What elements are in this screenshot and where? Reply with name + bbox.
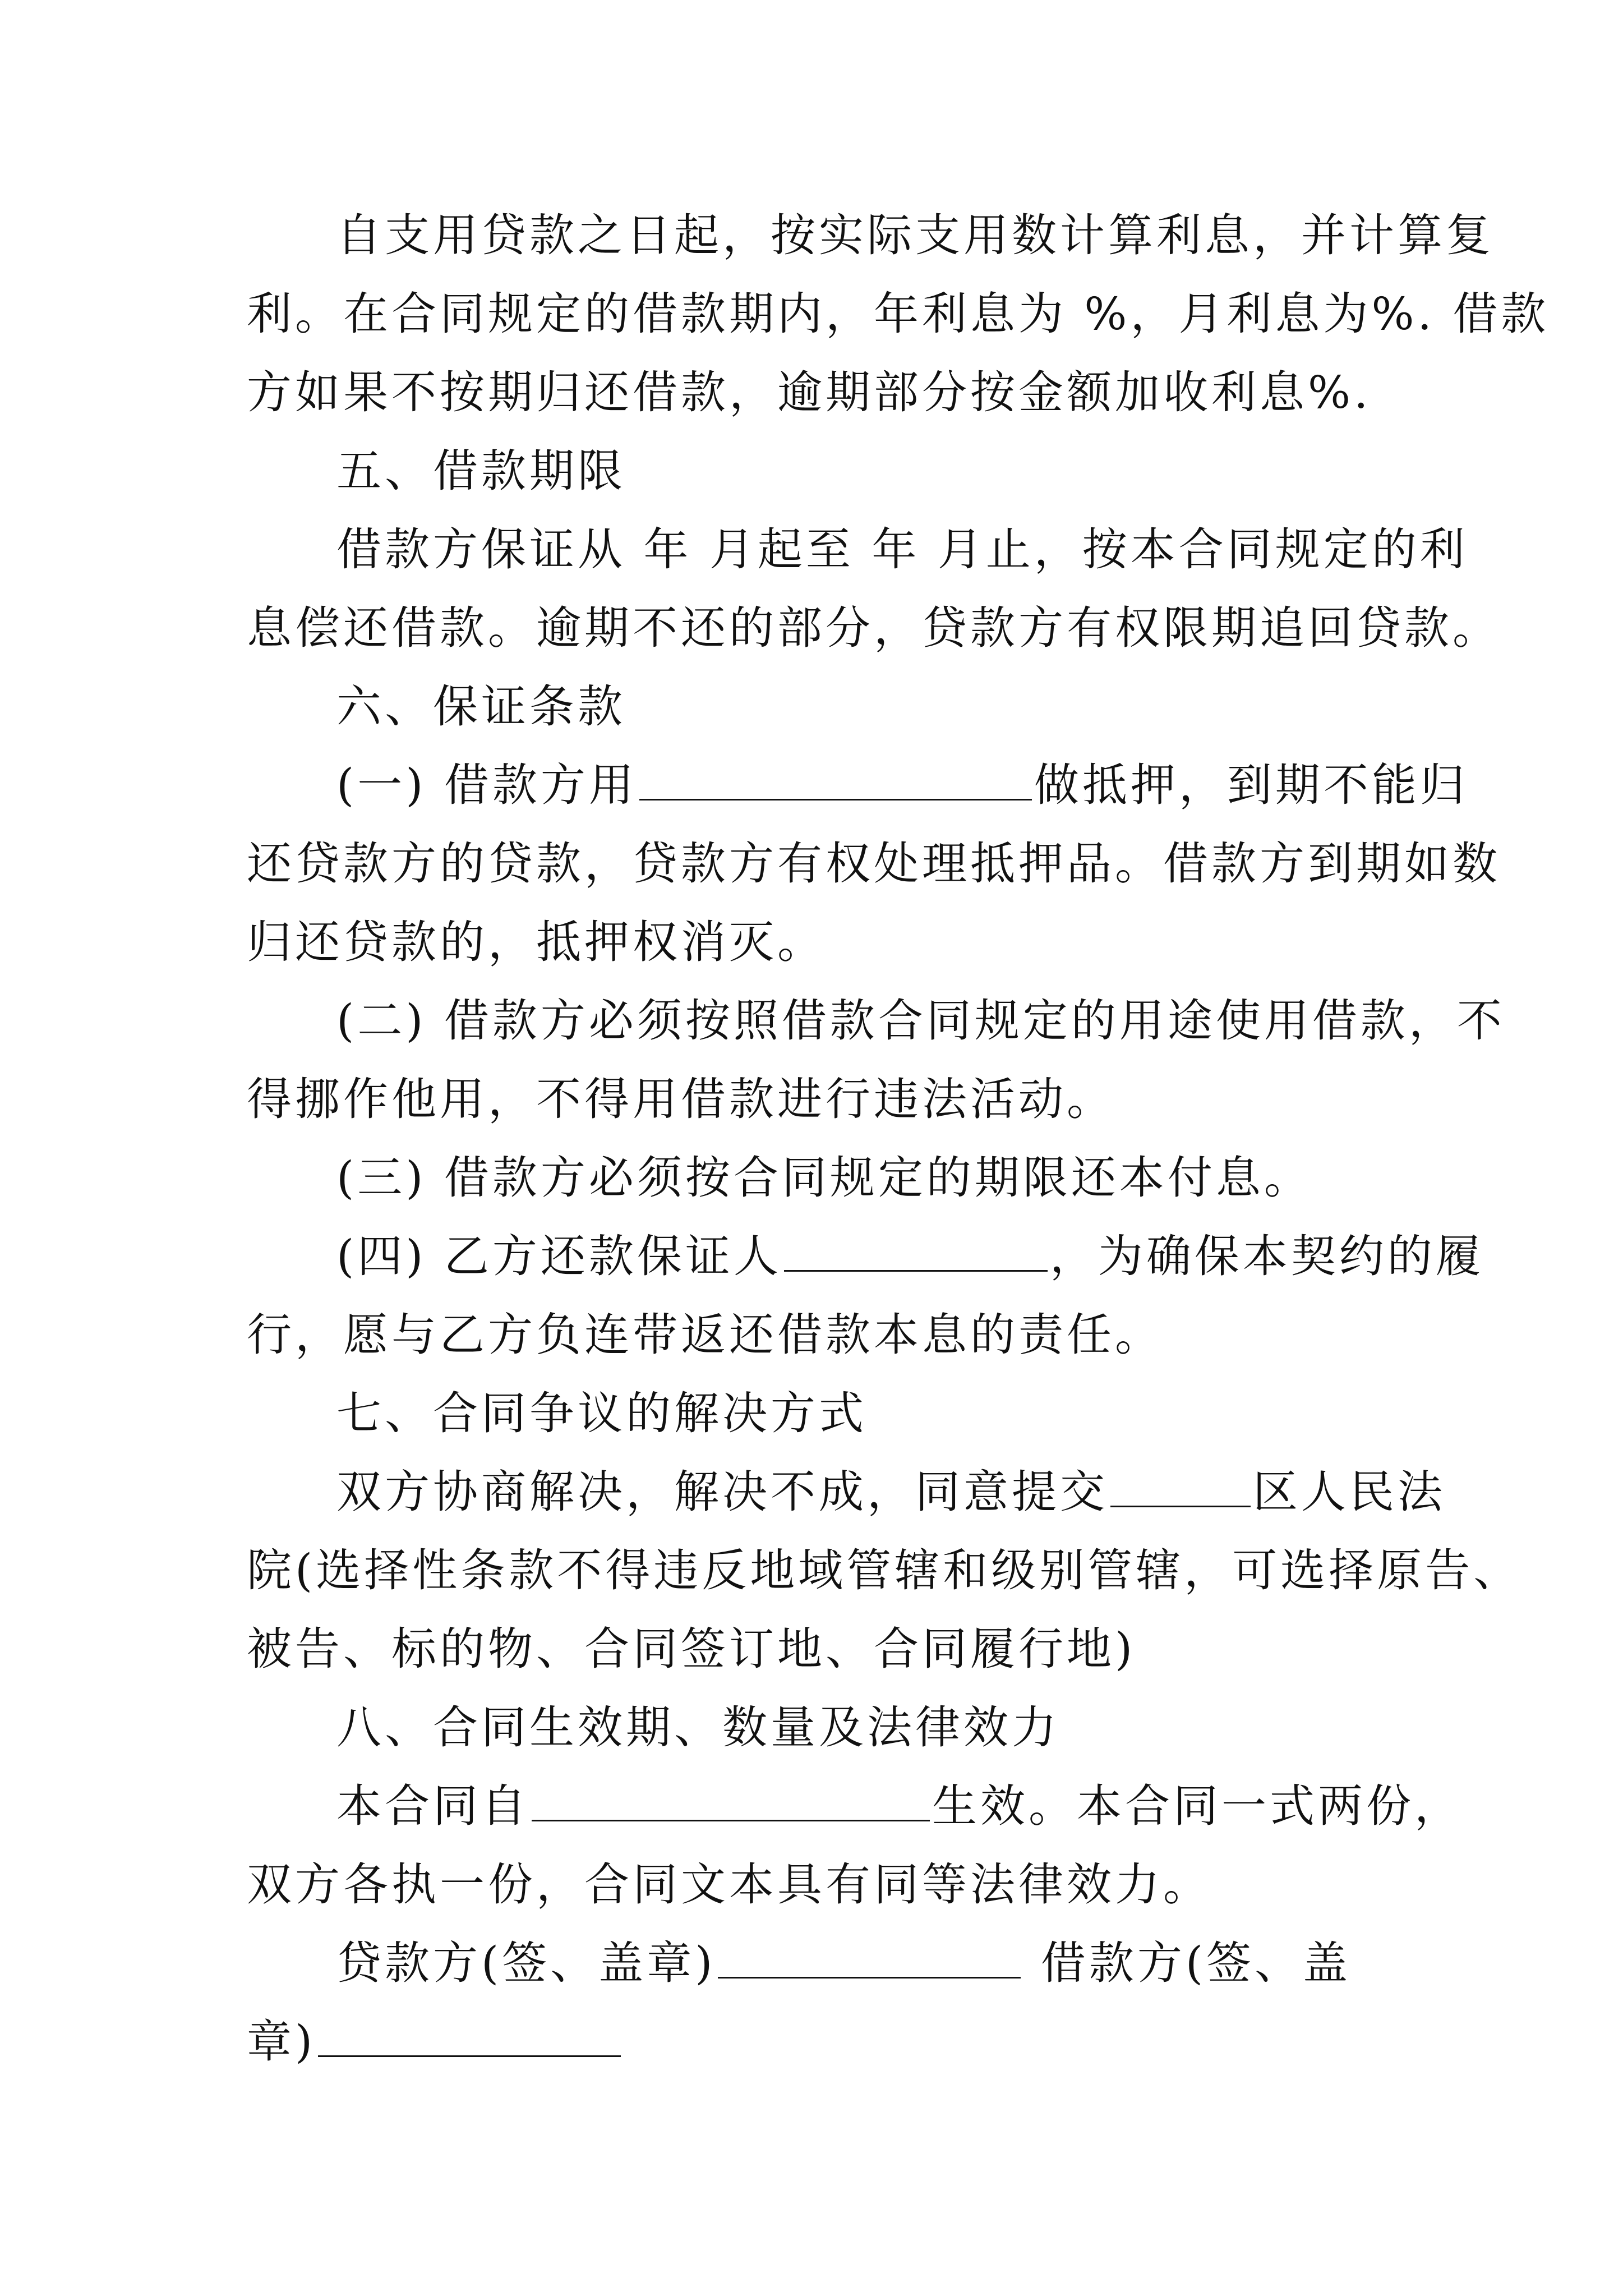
lender-signature-label: 贷款方(签、盖章) <box>336 1937 716 1989</box>
paragraph-line <box>336 1228 1484 1285</box>
signature-line <box>247 2014 623 2070</box>
text: 还贷款方的贷款，贷款方有权处理抵押品。借款方到期如数 <box>247 838 1501 890</box>
paragraph-line <box>247 1543 1521 1599</box>
paragraph-line <box>336 522 1468 578</box>
paragraph-line <box>247 914 826 970</box>
text: 归还贷款的，抵押权消灭。 <box>247 916 826 968</box>
paragraph-line <box>336 1464 1446 1520</box>
text: 双方各执一份，合同文本具有同等法律效力。 <box>247 1858 1211 1911</box>
paragraph-line <box>247 365 1371 421</box>
fill-in-blank <box>639 762 1032 800</box>
lender-signature-blank <box>718 1940 1021 1978</box>
text: 被告、标的物、合同签订地、合同履行地) <box>247 1623 1136 1675</box>
text: 借款方保证从 年 月起至 年 月止，按本合同规定的利 <box>336 523 1468 576</box>
text: 双方协商解决，解决不成，同意提交 <box>336 1466 1108 1518</box>
paragraph-line <box>247 836 1501 892</box>
text: 做抵押，到期不能归 <box>1034 759 1468 811</box>
text: (四) 乙方还款保证人 <box>336 1230 782 1282</box>
paragraph-line <box>336 208 1494 264</box>
text: 自支用贷款之日起，按实际支用数计算利息，并计算复 <box>336 209 1494 261</box>
section-heading <box>336 679 626 735</box>
borrower-signature-label: 借款方(签、盖 <box>1040 1937 1352 1989</box>
text: 八、合同生效期、数量及法律效力 <box>336 1701 1060 1754</box>
text: 章) <box>247 2016 316 2068</box>
borrower-signature-blank <box>318 2018 621 2057</box>
text: 行，愿与乙方负连带返还借款本息的责任。 <box>247 1309 1163 1361</box>
paragraph-line <box>336 993 1505 1049</box>
text: 得挪作他用，不得用借款进行违法活动。 <box>247 1073 1115 1125</box>
text: 五、借款期限 <box>336 445 626 497</box>
text: (三) 借款方必须按合同规定的期限还本付息。 <box>336 1152 1312 1204</box>
text: 六、保证条款 <box>336 680 626 733</box>
text: 院(选择性条款不得违反地域管辖和级别管辖，可选择原告、 <box>247 1544 1522 1596</box>
section-heading <box>336 1386 867 1442</box>
paragraph-line <box>247 600 1501 656</box>
fill-in-blank <box>532 1783 930 1821</box>
text: ，为确保本契约的履 <box>1049 1230 1484 1282</box>
paragraph-line <box>247 286 1549 342</box>
text: 方如果不按期归还借款，逾期部分按金额加收利息%. <box>247 366 1372 418</box>
text: 息偿还借款。逾期不还的部分，贷款方有权限期追回贷款。 <box>247 602 1501 654</box>
fill-in-blank <box>784 1233 1048 1272</box>
section-heading <box>336 1700 1060 1756</box>
paragraph-line <box>247 1621 1136 1677</box>
text: (二) 借款方必须按照借款合同规定的用途使用借款，不 <box>336 995 1505 1047</box>
paragraph-line <box>247 1307 1163 1363</box>
text: 利。在合同规定的借款期内，年利息为 %，月利息为%. 借款 <box>247 288 1550 340</box>
paragraph-line <box>336 1150 1312 1206</box>
signature-line <box>336 1935 1351 1991</box>
text: (一) 借款方用 <box>336 759 637 811</box>
text: 区人民法 <box>1253 1466 1446 1518</box>
text: 生效。本合同一式两份， <box>932 1780 1463 1832</box>
paragraph-line <box>247 1857 1211 1913</box>
paragraph-line <box>336 757 1468 813</box>
text: 七、合同争议的解决方式 <box>336 1387 867 1439</box>
paragraph-line <box>247 1071 1115 1128</box>
paragraph-line <box>336 1778 1463 1834</box>
text: 本合同自 <box>336 1780 529 1832</box>
section-heading <box>336 443 626 499</box>
fill-in-blank <box>1110 1469 1251 1507</box>
